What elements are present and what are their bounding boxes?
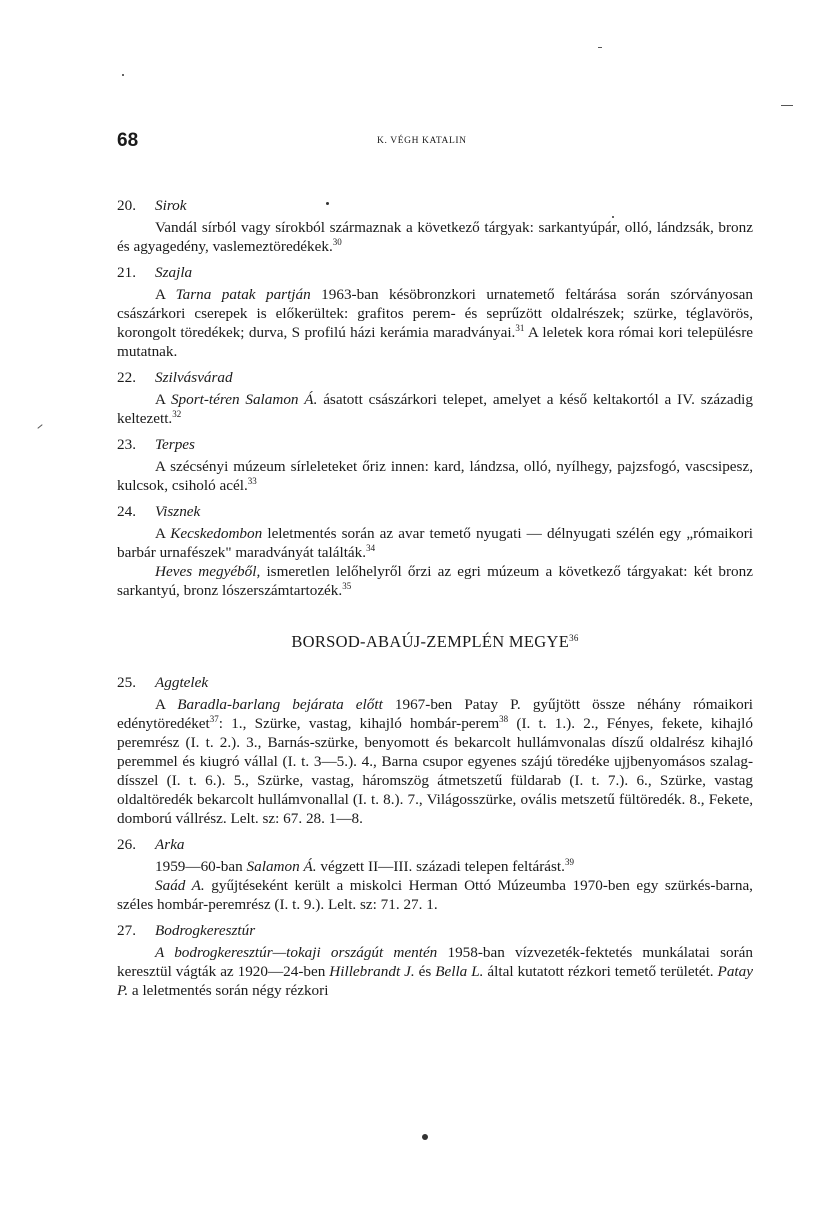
text-run: ismeretlen lelőhelyről őrzi az egri múzeum a következő tárgyakat: két bronz sarkantyú, bronz lószerszámtartozék.: [117, 563, 753, 599]
entry: [117, 368, 753, 428]
italic-run: Patay P.: [117, 963, 753, 999]
text-run: 1959—60-ban: [155, 858, 247, 875]
text-run: (I. t. 1.). 2., Fényes, fekete, kihajló peremrész (I. t. 2.). 3., Barnás-szürke, benyomott és bekarcolt hullámvonalas díszű oldalrész kihajló peremmel és kiugró vállal (I. t. 3—5.). 4., Barna csupor egyenes szájú töredéke ujjbenyomásos szalagdísszel (I. t. 6.). 5., Szürke, vastag, háromszög átmetszetű füldarab (I. t. 7.). 6., Szürke, vastag oldaltöredék bekarcolt hullámvonallal (I. t. 8.). 7., Világosszürke, ovális metszetű fültöredék. 8., Fekete, domború vállrész. Lelt. sz: 67. 28. 1—8.: [117, 715, 753, 827]
entries-list: [117, 673, 753, 1000]
entry-paragraph: [117, 524, 753, 562]
text-run: : 1., Szürke, vastag, kihajló hombár-perem: [218, 715, 500, 732]
entry-title: [117, 921, 753, 940]
scan-mark: [37, 424, 42, 429]
footnote-ref: 37: [209, 714, 219, 724]
italic-run: Salamon Á.: [246, 858, 317, 875]
text-run: A leletek kora római kori településre mutatnak.: [117, 324, 753, 360]
entry-paragraph: [117, 695, 753, 828]
entries-list: [117, 196, 753, 600]
entry-paragraph: [117, 457, 753, 495]
entry-number: 22.: [117, 369, 136, 386]
text-run: ásatott császárkori telepet, amelyet a késő keltakortól a IV. századig keltezett.: [117, 391, 753, 427]
footnote-ref: 31: [515, 323, 525, 333]
entry-paragraph: [117, 943, 753, 1000]
section-footnote-ref: 36: [569, 633, 579, 643]
footnote-ref: 30: [332, 237, 342, 247]
entry-title: [117, 263, 753, 282]
entry-number: 26.: [117, 836, 136, 853]
italic-run: Sport-téren Salamon Á.: [170, 391, 318, 408]
entry: [117, 196, 753, 256]
footnote-ref: 34: [366, 543, 376, 553]
entry: [117, 502, 753, 600]
entry-number: 20.: [117, 197, 136, 214]
entry-title: [117, 196, 753, 215]
entry: [117, 435, 753, 495]
entry-place: Szajla: [155, 264, 193, 281]
entry-number: 21.: [117, 264, 136, 281]
entry-place: Aggtelek: [155, 674, 209, 691]
text-run: és: [414, 963, 436, 980]
entry-paragraph: [117, 218, 753, 256]
section-heading: [117, 632, 753, 651]
footnote-ref: 35: [342, 581, 352, 591]
text-run: A: [155, 391, 171, 408]
entry-place: Arka: [155, 836, 185, 853]
entry-place: Visznek: [155, 503, 201, 520]
entry-title: [117, 673, 753, 692]
italic-run: Saád A.: [155, 877, 205, 894]
italic-run: Kecskedombon: [170, 525, 263, 542]
entry-paragraph: [117, 285, 753, 361]
section-title: BORSOD-ABAÚJ-ZEMPLÉN MEGYE: [291, 632, 570, 651]
scan-speck: [612, 216, 614, 218]
text-run: A: [155, 696, 178, 713]
text-run: a leletmentés során négy rézkori: [128, 982, 329, 999]
scan-mark: [781, 105, 793, 106]
scan-speck: [422, 1134, 428, 1140]
scan-mark: [598, 47, 602, 48]
entry: [117, 263, 753, 361]
entry-place: Bodrogkeresztúr: [155, 922, 256, 939]
italic-run: Baradla-barlang bejárata előtt: [177, 696, 383, 713]
text-run: leletmentés során az avar temető nyugati — délnyugati szélén egy „rómaikori barbár urnafészek" maradványát találták.: [117, 525, 753, 561]
footnote-ref: 33: [247, 476, 257, 486]
footnote-ref: 32: [172, 409, 182, 419]
entry-title: [117, 368, 753, 387]
text-run: A szécsényi múzeum sírleleteket őriz innen: kard, lándzsa, olló, nyílhegy, pajzsfogó, vascsipesz, kulcsok, csiholó acél.: [117, 458, 753, 494]
entry-paragraph: [117, 876, 753, 914]
entry: [117, 835, 753, 914]
entry-title: [117, 502, 753, 521]
italic-run: A bodrogkeresztúr—tokaji országút mentén: [155, 944, 438, 961]
entry-paragraph: [117, 390, 753, 428]
text-run: 1958-ban vízvezeték-fektetés munkálatai során keresztül vágták az 1920—24-ben: [117, 944, 753, 980]
text-run: A: [155, 286, 176, 303]
entry: [117, 673, 753, 828]
entry-place: Terpes: [155, 436, 195, 453]
entry-paragraph: [117, 857, 753, 876]
entry-title: [117, 435, 753, 454]
text-run: 1963-ban késöbronzkori urnatemető feltárása során szórványosan császárkori cserepek is előkerültek: grafitos perem- és seprűzött oldalrészek; szürke, téglavörös, korongolt töredékek; durva, S profilú házi kerámia maradványai.: [117, 286, 753, 341]
entry-place: Sirok: [155, 197, 187, 214]
text-run: 1967-ben Patay P. gyűjtött össze néhány rómaikori edénytöredéket: [117, 696, 753, 732]
page-body: [117, 196, 753, 1007]
entry-number: 25.: [117, 674, 136, 691]
entry-title: [117, 835, 753, 854]
entry: [117, 921, 753, 1000]
entry-number: 23.: [117, 436, 136, 453]
text-run: gyűjtéseként került a miskolci Herman Ottó Múzeumba 1970-ben egy szürkés-barna, széles hombár-peremrész (I. t. 9.). Lelt. sz: 71. 27. 1.: [117, 877, 753, 913]
text-run: A: [155, 525, 171, 542]
scan-speck: [326, 202, 329, 205]
entry-place: Szilvásvárad: [155, 369, 233, 386]
italic-run: Tarna patak partján: [175, 286, 311, 303]
text-run: által kutatott rézkori temető területét.: [483, 963, 718, 980]
italic-run: Heves megyéből,: [155, 563, 261, 580]
footnote-ref: 39: [564, 857, 574, 867]
text-run: végzett II—III. századi telepen feltárást.: [316, 858, 565, 875]
scan-speck: [122, 74, 124, 76]
page-header: [117, 130, 757, 154]
entry-number: 24.: [117, 503, 136, 520]
italic-run: Bella L.: [435, 963, 484, 980]
entry-number: 27.: [117, 922, 136, 939]
page-number: 68: [117, 130, 139, 151]
running-head: K. VÉGH KATALIN: [377, 136, 467, 146]
footnote-ref: 38: [499, 714, 509, 724]
text-run: Vandál sírból vagy sírokból származnak a következő tárgyak: sarkantyúpár, olló, lándzsák, bronz és agyagedény, vaslemeztöredékek.: [117, 219, 753, 255]
italic-run: Hillebrandt J.: [329, 963, 415, 980]
entry-paragraph: [117, 562, 753, 600]
